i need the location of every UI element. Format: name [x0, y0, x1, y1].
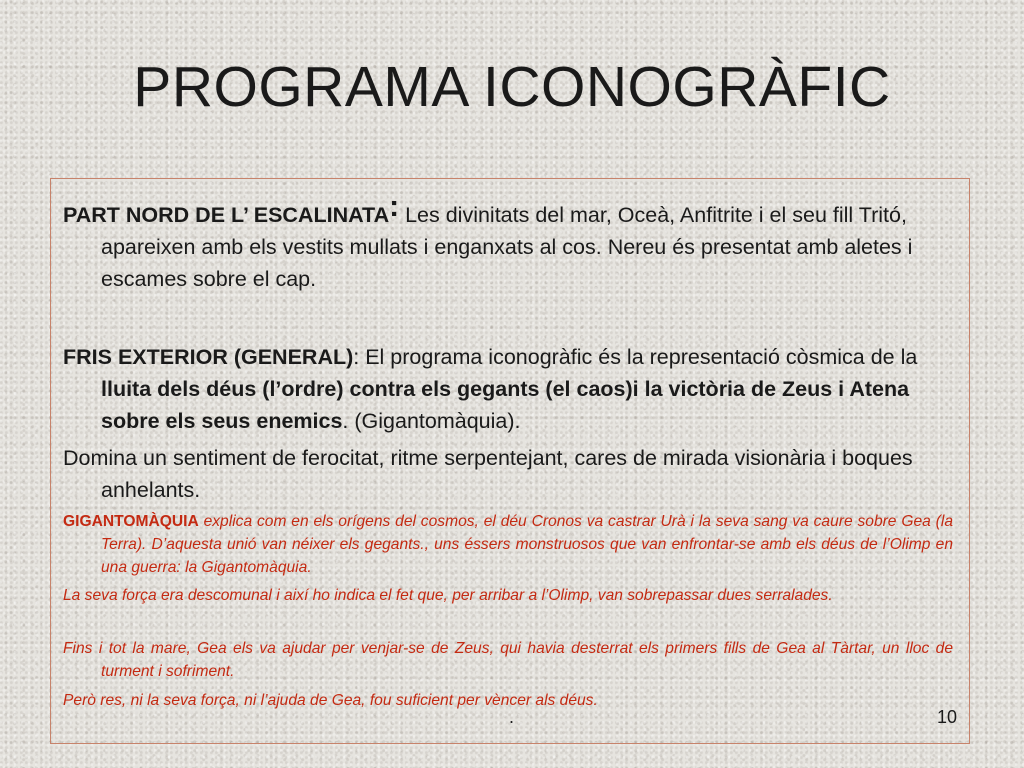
conclusio-text: Però res, ni la seva força, ni l’ajuda de Gea, fou suficient per vèncer als déus.: [63, 692, 598, 709]
slide-title: PROGRAMA ICONOGRÀFIC: [133, 55, 891, 119]
paragraph-fris-exterior: [63, 341, 953, 437]
part-nord-text: Les divinitats del mar, Oceà, Anfitrite i el seu fill Tritó, apareixen amb els vestits mullats i enganxats al cos. Nereu és presentat amb aletes i escames sobre el cap.: [101, 203, 913, 291]
forca-text: La seva força era descomunal i així ho indica el fet que, per arribar a l’Olimp, van sobrepassar dues serralades.: [63, 587, 833, 604]
fris-exterior-text-2: . (Gigantomàquia).: [342, 409, 521, 433]
paragraph-domina: [63, 442, 953, 506]
gea-text: Fins i tot la mare, Gea els va ajudar per venjar-se de Zeus, qui havia desterrat els primers fills de Gea al Tàrtar, un lloc de turment i sofriment.: [63, 640, 953, 680]
gigantomaquia-heading: GIGANTOMÀQUIA: [63, 513, 199, 530]
domina-text: Domina un sentiment de ferocitat, ritme serpentejant, cares de mirada visionària i boques anhelants.: [63, 446, 913, 502]
page-number: 10: [936, 707, 957, 727]
fris-exterior-text-1: : El programa iconogràfic és la representació còsmica de la: [353, 345, 918, 369]
fris-exterior-heading: FRIS EXTERIOR (GENERAL): [63, 345, 354, 369]
footer-dot: .: [509, 707, 515, 727]
part-nord-colon: :: [389, 190, 400, 223]
fris-exterior-bold-text: lluita dels déus (l’ordre) contra els gegants (el caos)i la victòria de Zeus i Atena sobre els seus enemics: [101, 377, 910, 433]
part-nord-heading: PART NORD DE L’ ESCALINATA: [63, 203, 390, 227]
paragraph-forca: [63, 584, 953, 607]
content-box: [50, 178, 970, 744]
paragraph-conclusio: [63, 689, 953, 712]
paragraph-gea: [63, 637, 953, 683]
paragraph-part-nord: [63, 190, 953, 295]
gigantomaquia-text: explica com en els orígens del cosmos, el déu Cronos va castrar Urà i la seva sang va caure sobre Gea (la Terra). D’aquesta unió van néixer els gegants., uns éssers monstruosos que van enfrontar-se amb els déus de l’Olimp en una guerra: la Gigantomàquia.: [101, 513, 953, 576]
paragraph-gigantomaquia: [63, 510, 953, 579]
